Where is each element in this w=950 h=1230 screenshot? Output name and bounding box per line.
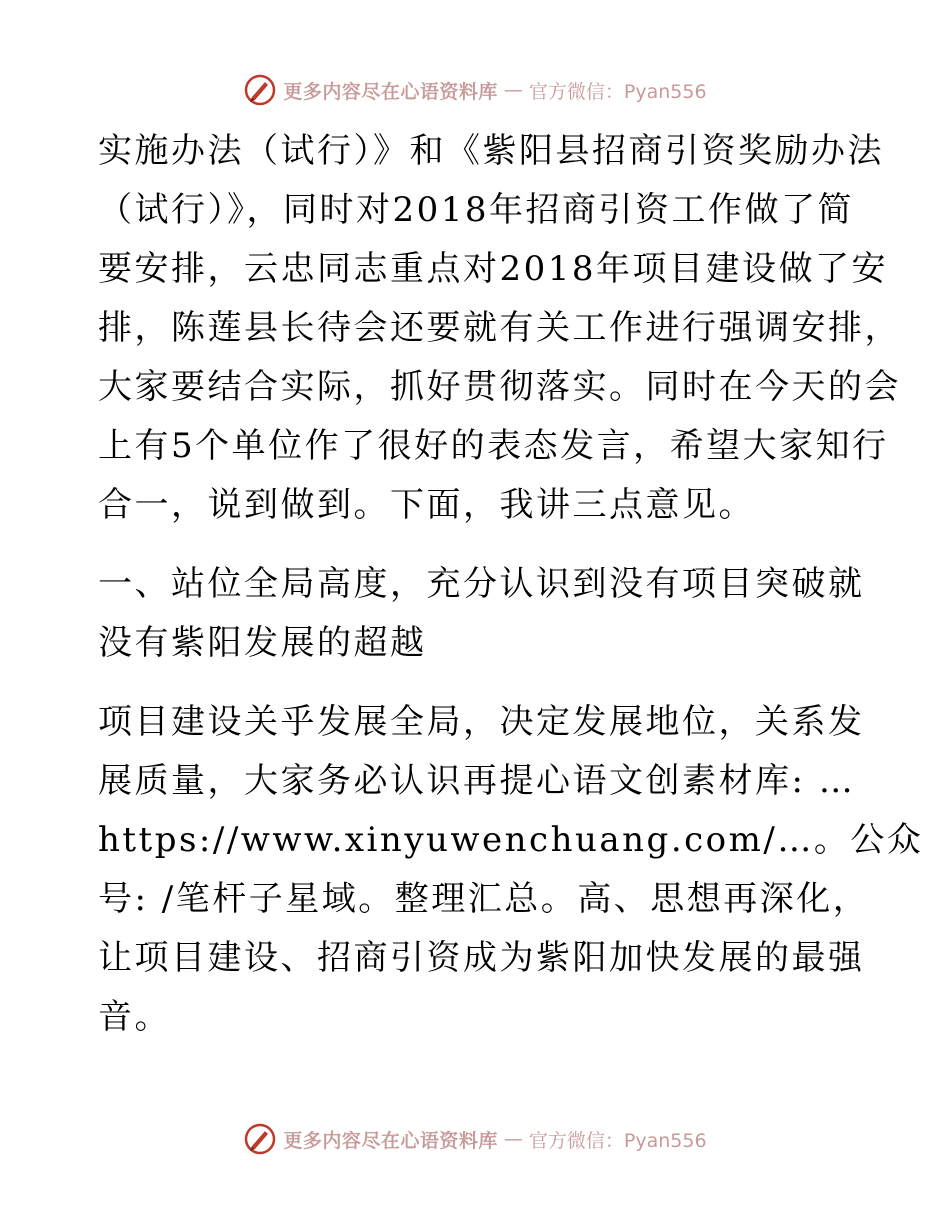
footer-watermark [0, 1119, 950, 1159]
heading-line: 一、站位全局高度，充分认识到没有项目突破就 [98, 564, 865, 604]
text-line: 音。 [98, 997, 171, 1037]
text-line: 合一，说到做到。下面，我讲三点意见。 [98, 485, 755, 525]
text-line: 项目建设关乎发展全局，决定发展地位，关系发 [98, 702, 865, 742]
watermark-dash: — [503, 79, 523, 101]
watermark-brand: 更多内容尽在心语资料库 [283, 80, 498, 103]
heading-line: 没有紫阳发展的超越 [98, 623, 427, 663]
header-watermark [0, 70, 950, 110]
text-line: 实施办法（试行）》和《紫阳县招商引资奖励办法 [98, 131, 884, 171]
pen-logo-icon [243, 73, 277, 107]
text-line: 大家要结合实际，抓好贯彻落实。同时在今天的会 [98, 367, 901, 407]
pen-logo-icon [243, 1122, 277, 1156]
watermark-contact: 官方微信：Pyan556 [528, 1129, 707, 1152]
paragraph-intro [98, 122, 901, 535]
text-line: 要安排，云忠同志重点对2018年项目建设做了安 [98, 249, 889, 289]
text-line: 展质量，大家务必认识再提心语文创素材库: … [98, 761, 856, 801]
watermark-brand: 更多内容尽在心语资料库 [283, 1129, 498, 1152]
section-heading [98, 555, 865, 673]
paragraph-body [98, 693, 924, 1047]
text-line: 排，陈莲县长待会还要就有关工作进行强调安排， [98, 308, 901, 348]
watermark-dash: — [503, 1128, 523, 1150]
text-line: https://www.xinyuwenchuang.com/…。公众 [98, 820, 924, 860]
text-line: 号: /笔杆子星域。整理汇总。高、思想再深化， [98, 879, 870, 919]
text-line: （试行）》，同时对2018年招商引资工作做了简 [98, 190, 855, 230]
watermark-contact: 官方微信：Pyan556 [528, 80, 707, 103]
document-body [98, 122, 924, 1047]
text-line: 上有5个单位作了很好的表态发言，希望大家知行 [98, 426, 889, 466]
text-line: 让项目建设、招商引资成为紫阳加快发展的最强 [98, 938, 865, 978]
